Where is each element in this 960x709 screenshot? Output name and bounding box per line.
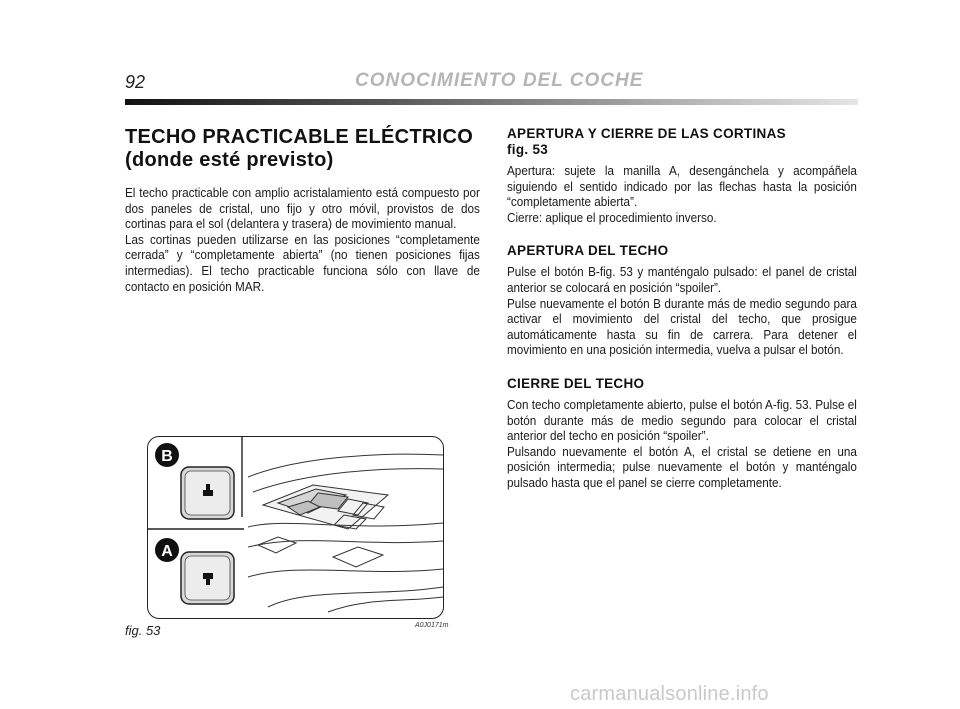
section-curtains-title <box>507 126 857 158</box>
section-curtains-p1: Apertura: sujete la manilla A, desengánchela y acompáñela siguiendo el sentido indicado por las flechas hasta la posición “completamente abierta”. <box>507 164 857 210</box>
main-title <box>125 126 480 172</box>
section-curtains-title-line1: APERTURA Y CIERRE DE LAS CORTINAS <box>507 126 786 141</box>
left-column <box>125 126 480 295</box>
watermark: carmanualsonline.info <box>570 683 769 705</box>
header-rule <box>125 99 858 105</box>
label-b-text: B <box>161 448 173 465</box>
section-opening-p2: Pulse nuevamente el botón B durante más de medio segundo para activar el movimiento del cristal del techo, que prosigue automáticamente hasta su fin de carrera. Para detener el movimiento en una posición intermedia, vuelva a pulsar el botón. <box>507 296 857 358</box>
label-a-text: A <box>161 543 173 560</box>
button-b-closeup <box>181 467 234 519</box>
label-a-badge <box>155 538 179 562</box>
section-opening <box>507 243 857 359</box>
label-b-badge <box>155 443 179 467</box>
main-title-line1: TECHO PRACTICABLE ELÉCTRICO <box>125 126 474 148</box>
section-curtains <box>507 126 857 226</box>
page-number: 92 <box>125 72 146 92</box>
figure-53 <box>147 436 444 619</box>
figure-caption: fig. 53 <box>125 623 161 638</box>
section-closing <box>507 376 857 492</box>
roof-console-scene <box>248 454 443 612</box>
roof-control-illustration <box>148 437 443 618</box>
running-head: CONOCIMIENTO DEL COCHE <box>355 70 644 91</box>
intro-paragraph: El techo practicable con amplio acristalamiento está compuesto por dos paneles de cristal, uno fijo y otro móvil, provistos de dos cortinas para el sol (delantera y trasera) de movimiento manual. <box>125 186 480 232</box>
section-curtains-title-line2: fig. 53 <box>507 142 549 157</box>
section-closing-p2: Pulsando nuevamente el botón A, el cristal se detiene en una posición intermedia; pulse nuevamente el botón y manténgalo pulsado hasta que el panel se cierre completamente. <box>507 444 857 490</box>
main-title-line2: (donde esté previsto) <box>125 149 334 171</box>
section-closing-p1: Con techo completamente abierto, pulse el botón A-fig. 53. Pulse el botón durante más de medio segundo para colocar el cristal anterior del techo en posición “spoiler”. <box>507 397 857 444</box>
figure-code: A0J0171m <box>415 622 449 629</box>
curtains-paragraph: Las cortinas pueden utilizarse en las posiciones “completamente cerrada” y “completamente abierta” (no tienen posiciones fijas intermedias). El techo practicable funciona sólo con llave de contacto en posición MAR. <box>125 232 480 294</box>
section-closing-title: CIERRE DEL TECHO <box>507 375 645 391</box>
right-column <box>507 126 857 509</box>
section-opening-title: APERTURA DEL TECHO <box>507 243 669 259</box>
section-opening-p1: Pulse el botón B-fig. 53 y manténgalo pulsado: el panel de cristal anterior se colocará en posición “spoiler”. <box>507 265 857 295</box>
section-curtains-p2: Cierre: aplique el procedimiento inverso. <box>507 210 717 225</box>
button-a-closeup <box>181 552 234 604</box>
